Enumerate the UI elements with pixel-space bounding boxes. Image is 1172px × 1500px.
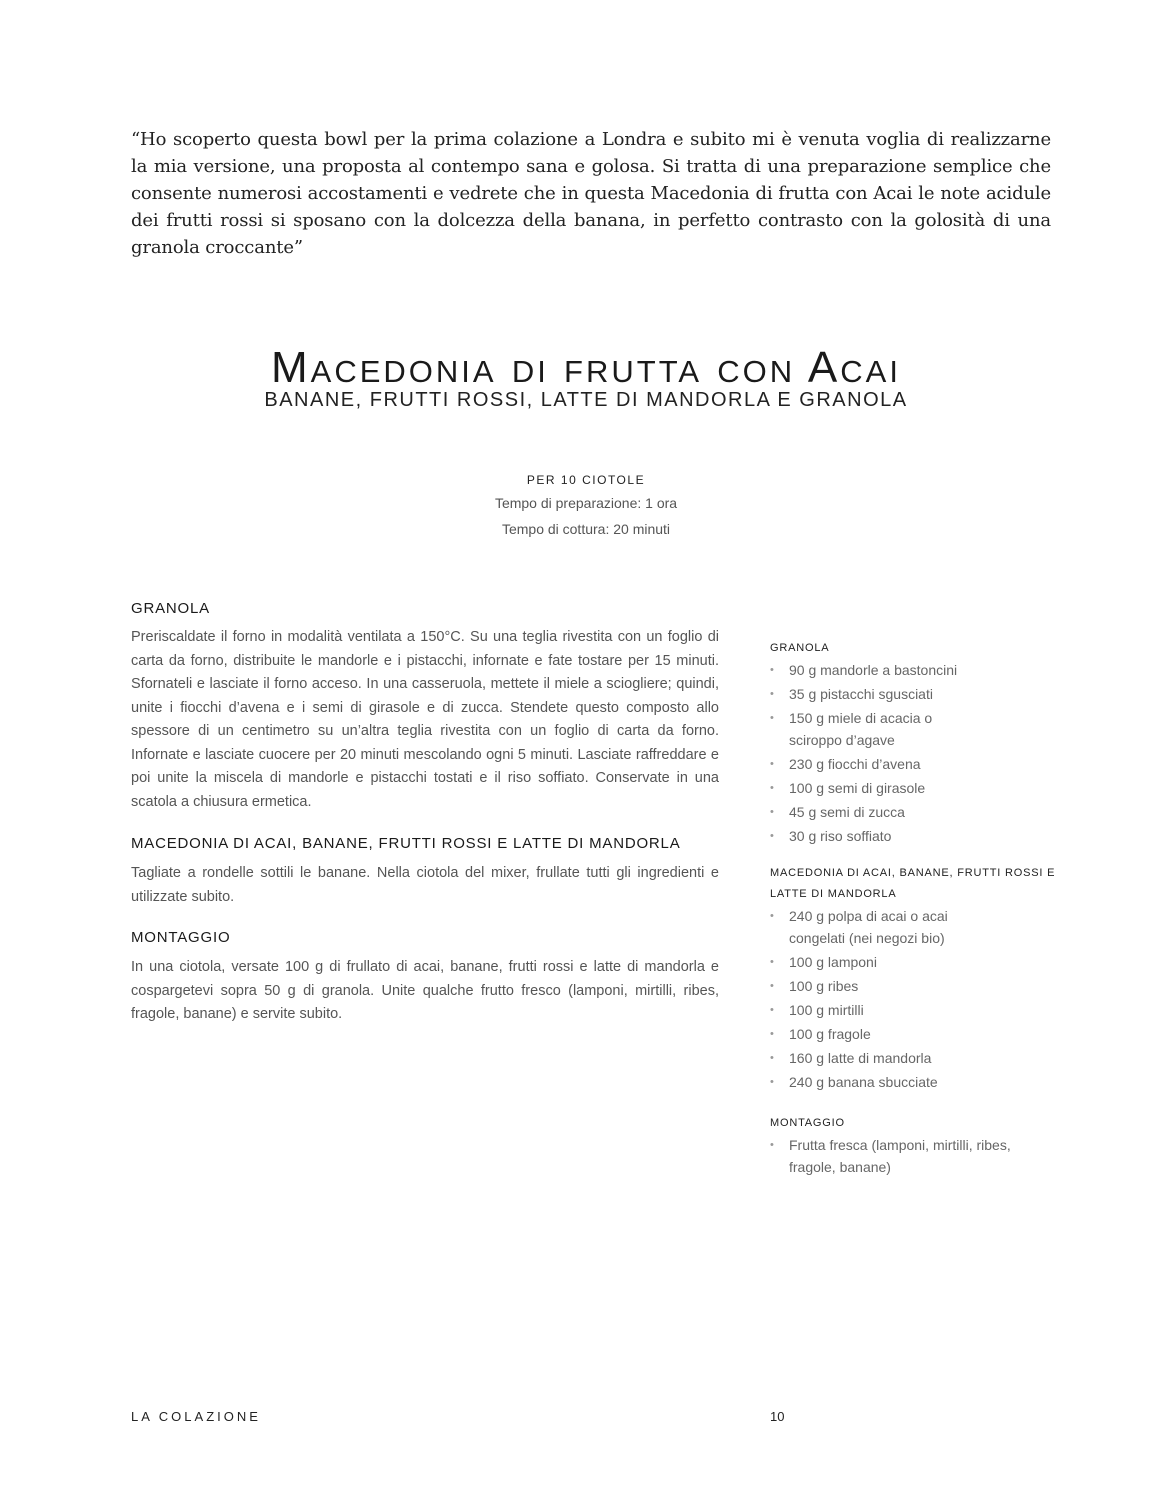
ingredients-list [770, 905, 1070, 1093]
method-section-granola [131, 600, 719, 814]
ingredient-text: 160 g latte di mandorla [789, 1050, 932, 1066]
ingredient-item [770, 975, 1070, 997]
ingredients-heading: MACEDONIA DI ACAI, BANANE, FRUTTI ROSSI E LATTE DI MANDORLA [770, 867, 1056, 900]
bullet-icon: • [770, 910, 774, 922]
ingredient-text: 35 g pistacchi sgusciati [789, 686, 933, 702]
ingredient-text: 100 g ribes [789, 978, 859, 994]
ingredient-item [770, 1047, 1070, 1069]
method-section-montaggio [131, 929, 719, 1027]
section-text: In una ciotola, versate 100 g di frullato di acai, banane, frutti rossi e latte di mandorla e cospargetevi sopra 50 g di granola. Unite qualche frutto fresco (lamponi, mirtilli, ribes, fragole, banane) e servite subito. [131, 959, 719, 1022]
cook-time: Tempo di cottura: 20 minuti [501, 521, 671, 537]
bullet-icon: • [770, 664, 774, 676]
bullet-icon: • [770, 688, 774, 700]
ingredients-heading: GRANOLA [770, 642, 830, 654]
ingredient-item [770, 707, 939, 751]
bullet-icon: • [770, 830, 774, 842]
ingredient-text: 230 g fiocchi d’avena [789, 756, 921, 772]
ingredients-column [770, 638, 1070, 1180]
ingredient-item [770, 999, 1070, 1021]
ingredient-text: Frutta fresca (lamponi, mirtilli, ribes, fragole, banane) [789, 1137, 1011, 1175]
ingredient-text: 240 g polpa di acai o acai congelati (nei negozi bio) [789, 908, 948, 946]
footer-section-name: LA COLAZIONE [131, 1409, 261, 1424]
section-heading: MONTAGGIO [131, 929, 231, 946]
ingredients-group-granola [770, 638, 1070, 847]
ingredient-text: 240 g banana sbucciate [789, 1074, 938, 1090]
recipe-meta [0, 470, 1172, 542]
section-text: Tagliate a rondelle sottili le banane. Nella ciotola del mixer, frullate tutti gli ingredienti e utilizzate subito. [131, 865, 719, 905]
method-section-macedonia [131, 835, 719, 909]
bullet-icon: • [770, 758, 774, 770]
bullet-icon: • [770, 980, 774, 992]
ingredient-item [770, 951, 1070, 973]
ingredients-group-montaggio [770, 1113, 1070, 1178]
ingredient-item [770, 1023, 1070, 1045]
recipe-subtitle: BANANE, FRUTTI ROSSI, LATTE DI MANDORLA E GRANOLA [264, 389, 908, 411]
bullet-icon: • [770, 1139, 774, 1151]
ingredient-text: 90 g mandorle a bastoncini [789, 662, 958, 678]
method-column [131, 600, 719, 1027]
bullet-icon: • [770, 1028, 774, 1040]
bullet-icon: • [770, 782, 774, 794]
ingredient-text: 100 g lamponi [789, 954, 877, 970]
ingredient-item [770, 777, 1070, 799]
ingredient-text: 100 g semi di girasole [789, 780, 926, 796]
section-text: Preriscaldate il forno in modalità ventilata a 150°C. Su una teglia rivestita con un foglio di carta da forno, distribuite le mandorle e i pistacchi, infornate e fate tostare per 15 minuti. Sfornateli e lasciate il forno acceso. In una casseruola, mettete il miele a sciogliere; quindi, unite i fiocchi d’avena e i semi di girasole e di zucca. Stendete questo composto allo spessore di un centimetro su un’altra teglia rivestita con un foglio di carta da forno. Infornate e lasciate cuocere per 20 minuti mescolando ogni 5 minuti. Lasciate raffreddare e poi unite la miscela di mandorle e pistacchi tostati e il riso soffiato. Conservate in una scatola a chiusura ermetica. [131, 629, 719, 810]
intro-quote: “Ho scoperto questa bowl per la prima colazione a Londra e subito mi è venuta voglia di realizzarne la mia versione, una proposta al contempo sana e golosa. Si tratta di una preparazione semplice che consente numerosi accostamenti e vedrete che in questa Macedonia di frutta con Acai le note acidule dei frutti rossi si sposano con la dolcezza della banana, in perfetto contrasto con la golosità di una granola croccante” [131, 129, 1051, 258]
section-heading: GRANOLA [131, 600, 210, 617]
ingredient-item [770, 683, 1070, 705]
bullet-icon: • [770, 806, 774, 818]
bullet-icon: • [770, 956, 774, 968]
ingredients-group-macedonia [770, 863, 1070, 1093]
prep-time: Tempo di preparazione: 1 ora [494, 495, 678, 511]
bullet-icon: • [770, 1052, 774, 1064]
ingredient-text: 45 g semi di zucca [789, 804, 905, 820]
ingredients-heading: MONTAGGIO [770, 1117, 845, 1129]
servings: PER 10 CIOTOLE [526, 473, 646, 487]
ingredient-item [770, 659, 1070, 681]
recipe-title: Macedonia di frutta con Acai [271, 343, 901, 393]
ingredient-text: 100 g mirtilli [789, 1002, 864, 1018]
ingredient-item [770, 825, 1070, 847]
ingredient-item [770, 1071, 1070, 1093]
ingredients-list [770, 659, 1070, 847]
ingredients-list [770, 1134, 1070, 1178]
ingredient-item [770, 905, 999, 949]
ingredient-text: 150 g miele di acacia o sciroppo d’agave [789, 710, 933, 748]
ingredient-text: 100 g fragole [789, 1026, 871, 1042]
ingredient-item [770, 801, 1070, 823]
ingredient-item [770, 1134, 1039, 1178]
bullet-icon: • [770, 1076, 774, 1088]
bullet-icon: • [770, 1004, 774, 1016]
page-number: 10 [770, 1409, 785, 1424]
ingredient-item [770, 753, 1070, 775]
ingredient-text: 30 g riso soffiato [789, 828, 892, 844]
section-heading: MACEDONIA DI ACAI, BANANE, FRUTTI ROSSI E LATTE DI MANDORLA [131, 835, 681, 852]
bullet-icon: • [770, 712, 774, 724]
